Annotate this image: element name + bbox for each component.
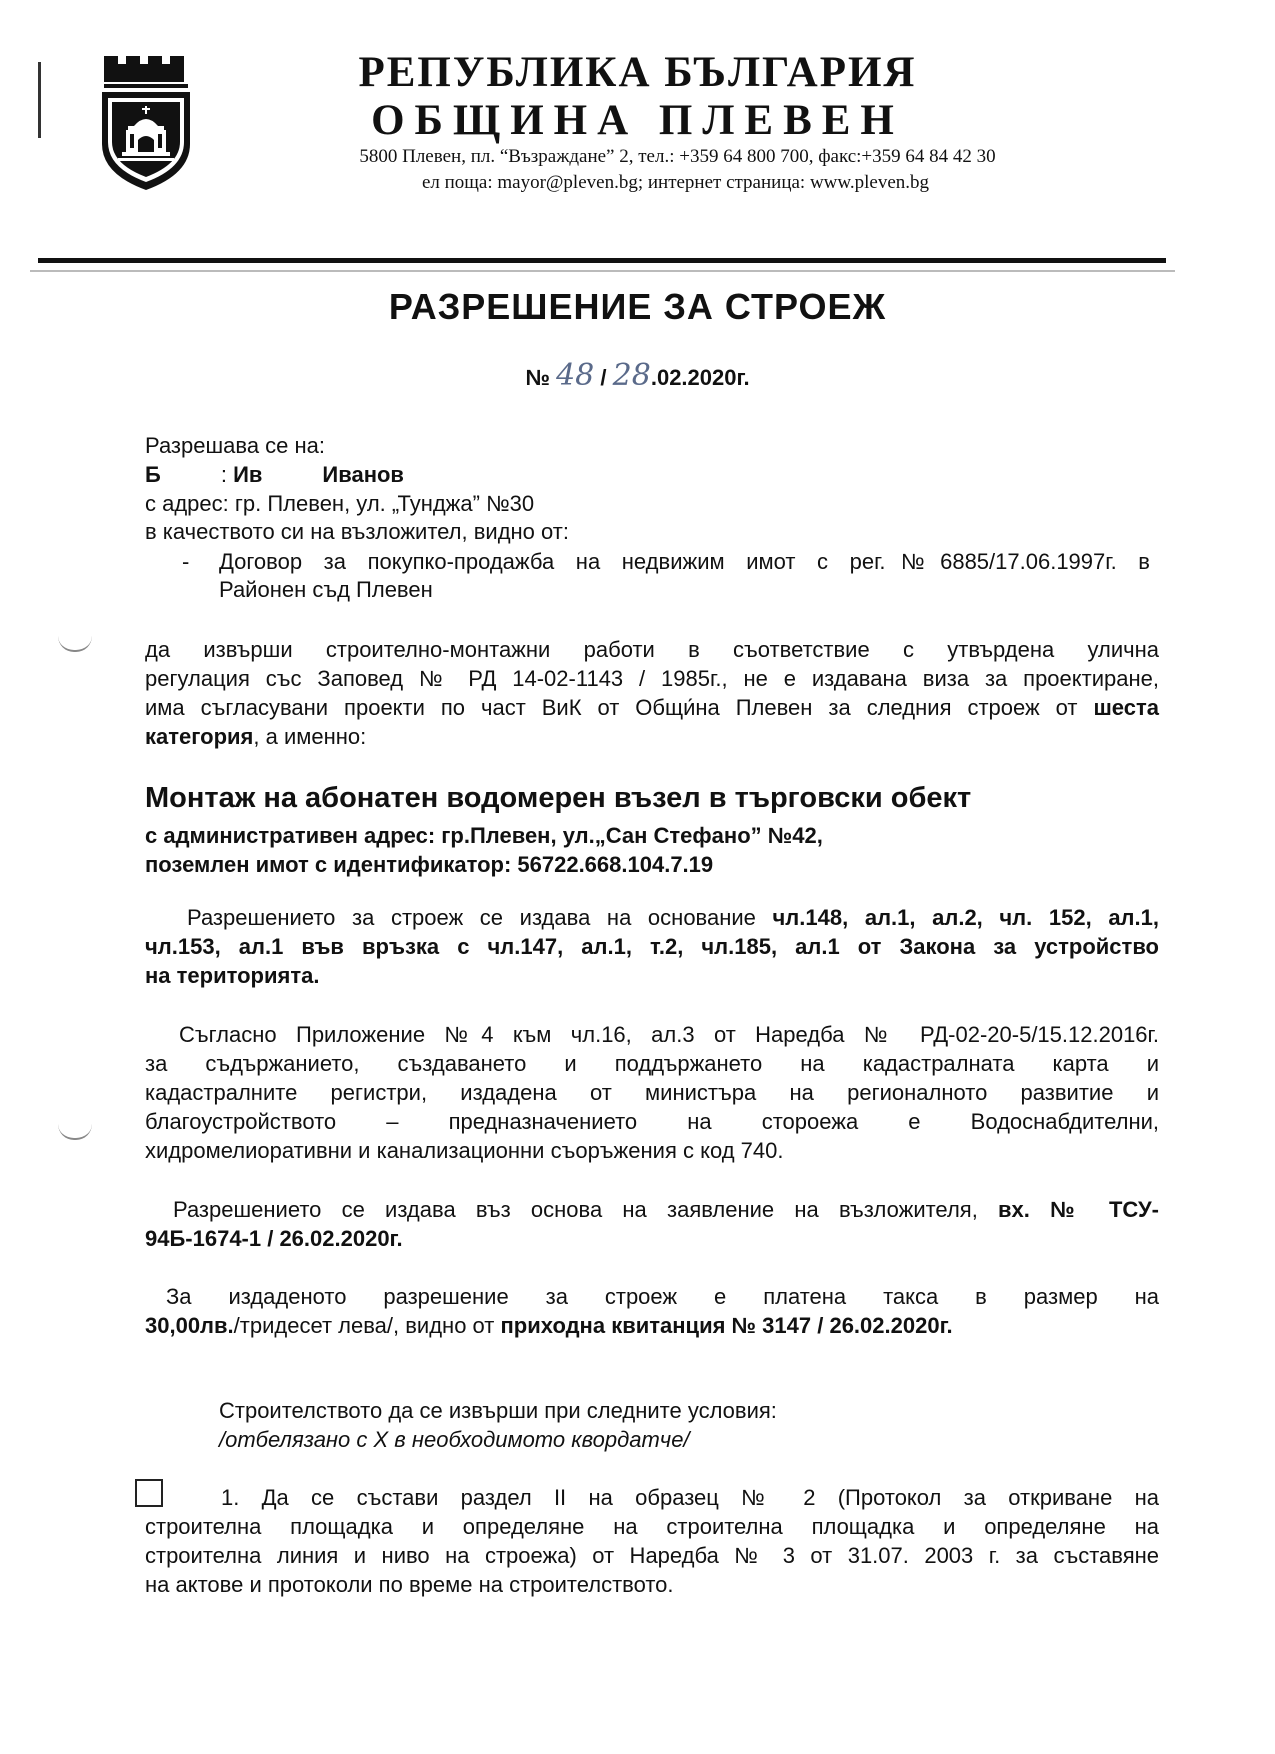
classification-line3: кадастралните регистри, издадена от министъра на регионалното развитие и <box>145 1080 1159 1105</box>
header-divider <box>38 258 1166 263</box>
condition1-line2: строителна площадка и определяне на строителна площадка и определяне на <box>145 1514 1159 1539</box>
handwritten-day: 28 <box>612 358 651 393</box>
name-last: Иванов <box>322 462 404 487</box>
fee-line1: За издаденото разрешение за строеж е платена такса в размер на <box>166 1284 1159 1309</box>
ownership-document-line2: Районен съд Плевен <box>219 577 433 602</box>
application-line1 <box>173 1196 1159 1225</box>
fee-line2-text: /тридесет лева/, видно от <box>233 1313 501 1338</box>
handwritten-number: 48 <box>556 358 595 393</box>
classification-line5: хидромелиоративни и канализационни съоръжения с код 740. <box>145 1138 784 1163</box>
application-line1-text: Разрешението се издава въз основа на заявление на възложителя, <box>173 1197 999 1222</box>
application-reg-number: вх. № ТСУ- <box>998 1197 1159 1222</box>
republic-heading: РЕПУБЛИКА БЪЛГАРИЯ <box>358 49 917 96</box>
works-line3 <box>145 694 1159 723</box>
recipient-intro: Разрешава се на: <box>145 433 326 458</box>
classification-line2: за съдържанието, създаването и поддържането на кадастралната карта и <box>145 1051 1159 1076</box>
condition1-line4: на актове и протоколи по време на строителството. <box>145 1572 674 1597</box>
number-prefix: № <box>525 365 550 390</box>
object-parcel: поземлен имот с идентификатор: 56722.668.104.7.19 <box>145 852 714 877</box>
municipality-heading: ОБЩИНА ПЛЕВЕН <box>371 97 904 144</box>
works-line1: да извърши строително-монтажни работи в съответствие с утвърдена улична <box>145 637 1159 662</box>
category-label: категория <box>145 724 254 749</box>
date-suffix: .02.2020г. <box>650 365 750 390</box>
classification-line1: Съгласно Приложение №4 към чл.16, ал.3 от Наредба № РД-02-20-5/15.12.2016г. <box>179 1022 1159 1047</box>
works-line4 <box>145 723 366 752</box>
recipient-capacity: в качеството си на възложител, видно от: <box>145 519 569 544</box>
recipient-address: с адрес: гр. Плевен, ул. „Тунджа” №30 <box>145 491 535 516</box>
basis-line1-text: Разрешението за строеж се издава на основание <box>187 905 773 930</box>
recipient-name <box>145 461 404 490</box>
name-first: Б <box>145 462 161 487</box>
conditions-intro: Строителството да се извърши при следните условия: <box>219 1398 777 1423</box>
fee-line2 <box>145 1312 953 1341</box>
basis-line1-articles: чл.148, ал.1, ал.2, чл. 152, ал.1, <box>772 905 1159 930</box>
application-line2: 94Б-1674-1 / 26.02.2020г. <box>145 1226 403 1251</box>
document-number <box>0 358 1275 393</box>
doc-dash: - <box>182 549 190 574</box>
basis-line1 <box>187 904 1159 933</box>
address-line: 5800 Плевен, пл. “Възраждане” 2, тел.: +359 64 800 700, факс:+359 64 84 42 30 <box>359 146 996 167</box>
condition1-line3: строителна линия и ниво на строежа) от Наредба № 3 от 31.07. 2003 г. за съставяне <box>145 1543 1159 1568</box>
basis-line3: на територията. <box>145 963 320 988</box>
header-divider-shadow <box>30 270 1175 272</box>
object-name: Монтаж на абонатен водомерен възел в търговски обект <box>145 782 972 814</box>
works-line2: регулация със Заповед № РД 14-02-1143 / 1985г., не е издавана виза за проектиране, <box>145 666 1159 691</box>
works-line3-text: има съгласувани проекти по част ВиК от Общи́на Плевен за следния строеж от <box>145 695 1094 720</box>
contact-line: ел поща: mayor@pleven.bg; интернет страница: www.pleven.bg <box>421 172 930 193</box>
classification-line4: благоустройството – предназначението на стороежа е Водоснабдителни, <box>145 1109 1159 1134</box>
ownership-document-line1: Договор за покупко-продажба на недвижим имот с рег.№6885/17.06.1997г. в <box>219 549 1150 574</box>
document-title: РАЗРЕШЕНИЕ ЗА СТРОЕЖ <box>388 286 887 327</box>
category-word: шеста <box>1093 695 1159 720</box>
fee-amount: 30,00лв. <box>145 1313 234 1338</box>
name-separator: : <box>220 462 227 487</box>
conditions-note: /отбелязано с Х в необходимото квордатче/ <box>219 1427 690 1452</box>
fee-receipt: приходна квитанция № 3147 / 26.02.2020г. <box>500 1313 953 1338</box>
condition-checkbox[interactable] <box>135 1479 163 1507</box>
works-line4-text: , а именно: <box>253 724 367 749</box>
number-separator: / <box>600 365 607 390</box>
basis-line2: чл.153, ал.1 във връзка с чл.147, ал.1, т.2, чл.185, ал.1 от Закона за устройство <box>145 934 1159 959</box>
punch-hole-mark <box>58 636 92 652</box>
name-middle: Ив <box>233 462 263 487</box>
punch-hole-mark <box>58 1124 92 1140</box>
object-address: с административен адрес: гр.Плевен, ул.„Сан Стефано” №42, <box>145 823 823 848</box>
condition1-line1: 1. Да се състави раздел II на образец № 2 (Протокол за откриване на <box>221 1485 1159 1510</box>
